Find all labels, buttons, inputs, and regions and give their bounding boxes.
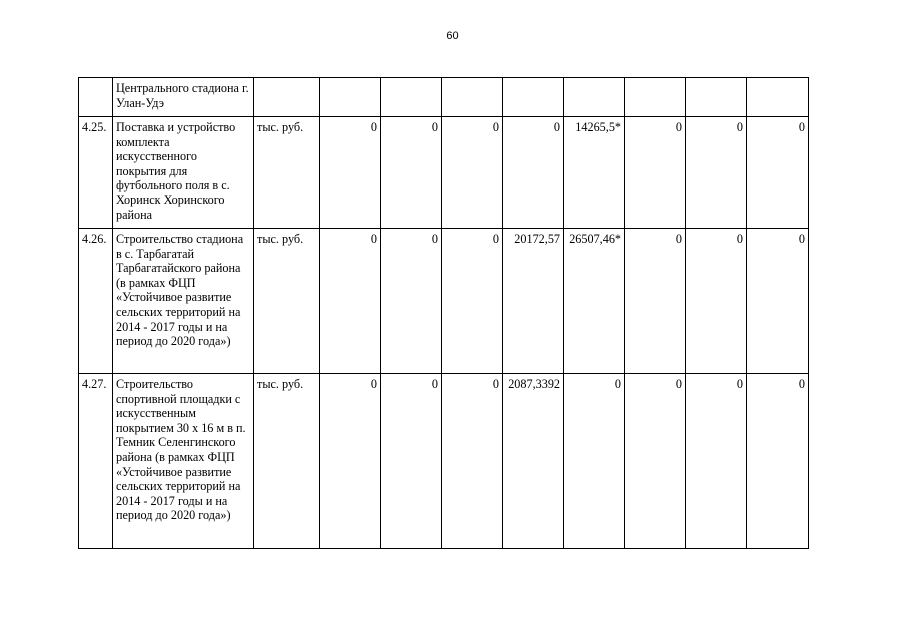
row-value: 20172,57 — [503, 229, 564, 374]
row-value: 0 — [442, 117, 503, 229]
row-value: 0 — [747, 229, 809, 374]
row-name: Поставка и устройство комплекта искусственного покрытия для футбольного поля в с. Хоринск Хоринского района — [113, 117, 254, 229]
row-unit: тыс. руб. — [254, 117, 320, 229]
row-value: 0 — [564, 374, 625, 549]
table-row — [79, 374, 809, 549]
row-name: Строительство стадиона в с. Тарбагатай Тарбагатайского района (в рамках ФЦП «Устойчивое развитие сельских территорий на 2014 - 2017 годы и на период до 2020 года») — [113, 229, 254, 374]
row-value: 0 — [442, 374, 503, 549]
table-row — [79, 78, 809, 117]
row-value: 0 — [686, 117, 747, 229]
row-name: Центрального стадиона г. Улан-Удэ — [113, 78, 254, 117]
budget-table — [78, 77, 809, 549]
row-unit — [254, 78, 320, 117]
row-value: 0 — [503, 117, 564, 229]
row-number: 4.27. — [79, 374, 113, 549]
row-number: 4.26. — [79, 229, 113, 374]
row-value: 0 — [625, 117, 686, 229]
row-value: 0 — [381, 374, 442, 549]
row-value — [381, 78, 442, 117]
row-value — [686, 78, 747, 117]
row-value — [625, 78, 686, 117]
row-value: 0 — [381, 117, 442, 229]
row-value: 0 — [625, 374, 686, 549]
table-row — [79, 229, 809, 374]
row-value: 2087,3392 — [503, 374, 564, 549]
row-value — [320, 78, 381, 117]
page-number: 60 — [446, 30, 459, 42]
row-value: 0 — [320, 374, 381, 549]
row-name: Строительство спортивной площадки с искусственным покрытием 30 х 16 м в п. Темник Селенгинского района (в рамках ФЦП «Устойчивое развитие сельских территорий на 2014 - 2017 годы и на период до 2020 года») — [113, 374, 254, 549]
row-value: 0 — [625, 229, 686, 374]
row-value — [747, 78, 809, 117]
row-unit: тыс. руб. — [254, 229, 320, 374]
row-value: 14265,5* — [564, 117, 625, 229]
row-number — [79, 78, 113, 117]
row-value — [442, 78, 503, 117]
row-value: 0 — [320, 117, 381, 229]
row-value — [564, 78, 625, 117]
table-row — [79, 117, 809, 229]
row-value: 0 — [686, 374, 747, 549]
row-value: 0 — [320, 229, 381, 374]
row-value: 0 — [747, 117, 809, 229]
row-value: 0 — [442, 229, 503, 374]
row-value: 0 — [747, 374, 809, 549]
row-number: 4.25. — [79, 117, 113, 229]
row-value — [503, 78, 564, 117]
row-unit: тыс. руб. — [254, 374, 320, 549]
row-value: 26507,46* — [564, 229, 625, 374]
row-value: 0 — [686, 229, 747, 374]
row-value: 0 — [381, 229, 442, 374]
